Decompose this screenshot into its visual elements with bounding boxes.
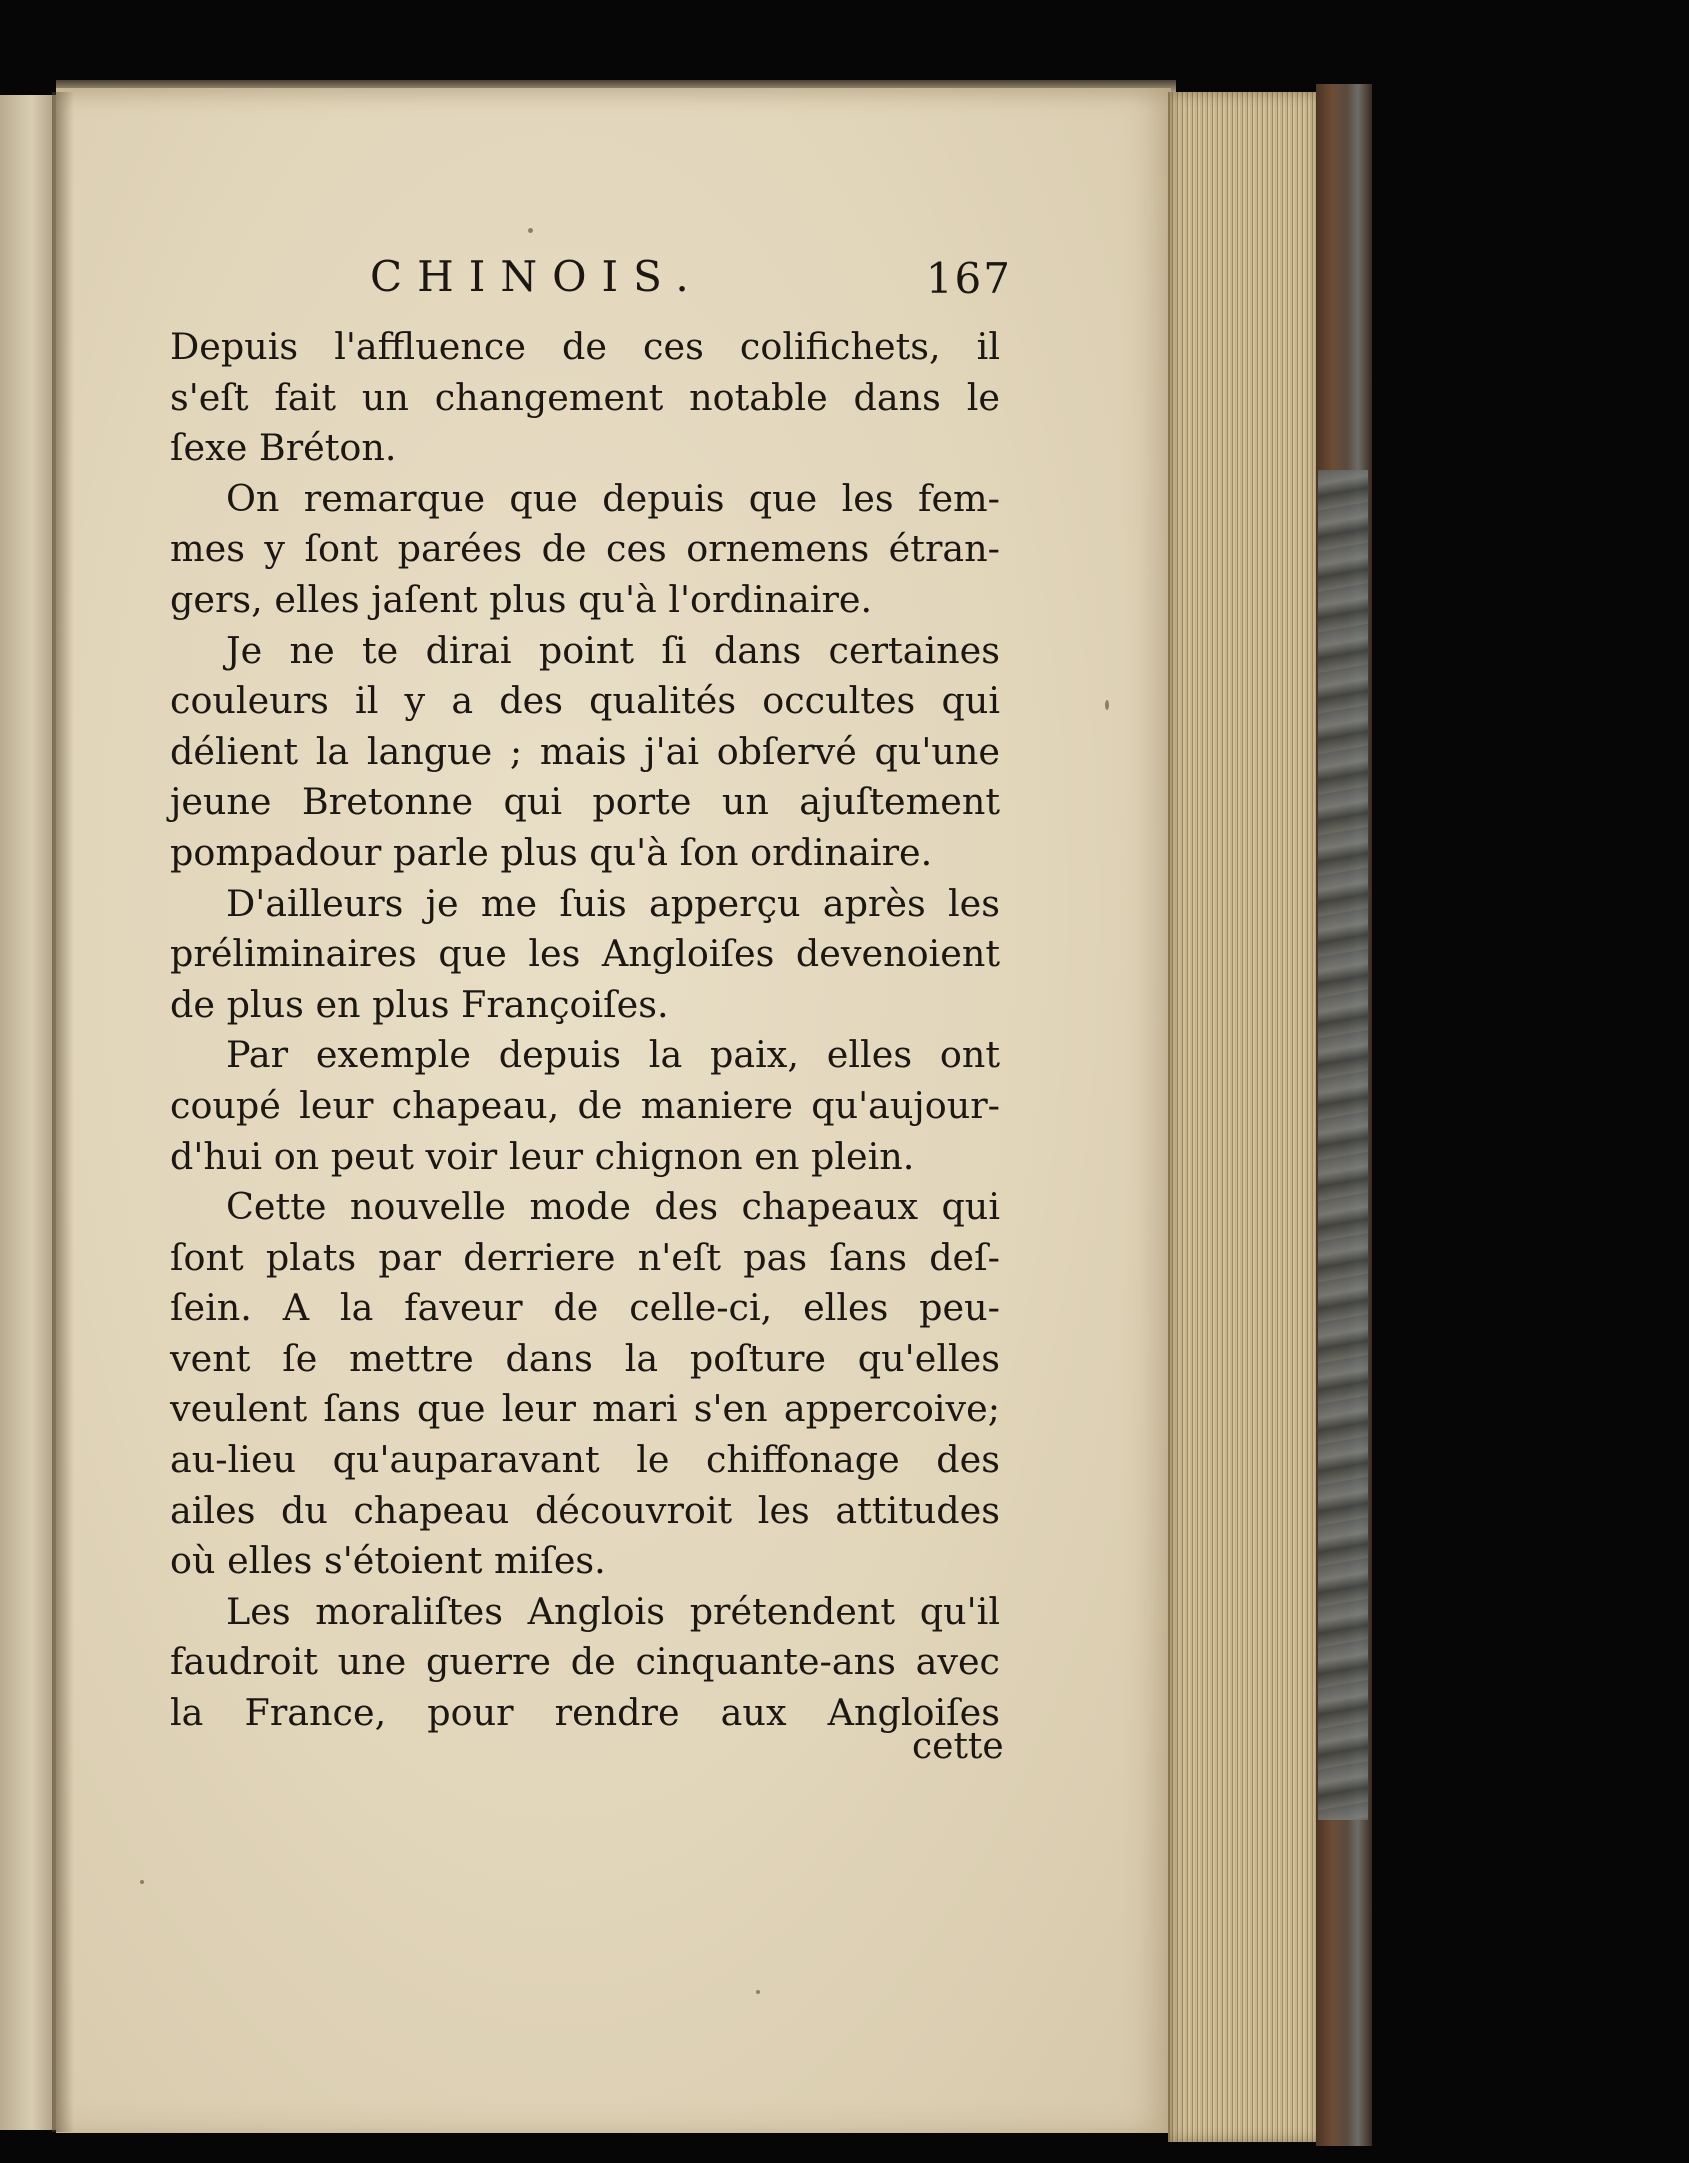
page-block-edges bbox=[1168, 92, 1320, 2142]
text-line: Je ne te dirai point ſi dans certaines bbox=[226, 628, 1000, 672]
text-line: Les moraliſtes Anglois prétendent qu'il bbox=[226, 1589, 1000, 1633]
text-line: ſexe Bréton. bbox=[170, 426, 397, 470]
text-line: au-lieu qu'auparavant le chiffonage des bbox=[170, 1438, 1000, 1482]
previous-page-edge bbox=[0, 95, 60, 2130]
paper-speck bbox=[1105, 700, 1109, 710]
text-line: gers, elles jaſent plus qu'à l'ordinaire. bbox=[170, 577, 873, 621]
catchword: cette bbox=[912, 1726, 1004, 1767]
text-line: ſont plats par derriere n'eſt pas ſans deſ- bbox=[170, 1235, 1000, 1279]
text-line: pompadour parle plus qu'à ſon ordinaire. bbox=[170, 830, 933, 874]
text-line: délient la langue ; mais j'ai obſervé qu'une bbox=[170, 729, 1000, 773]
running-head bbox=[170, 252, 1012, 312]
text-line: Par exemple depuis la paix, elles ont bbox=[226, 1033, 1000, 1077]
text-line: couleurs il y a des qualités occultes qui bbox=[170, 679, 1000, 723]
text-line: jeune Bretonne qui porte un ajuſtement bbox=[170, 780, 1000, 824]
page-body-text bbox=[170, 322, 1000, 1739]
text-line: où elles s'étoient miſes. bbox=[170, 1539, 606, 1583]
text-line: coupé leur chapeau, de maniere qu'aujour- bbox=[170, 1083, 1000, 1127]
text-line: faudroit une guerre de cinquante-ans avec bbox=[170, 1640, 1000, 1684]
marbled-cover bbox=[1318, 470, 1368, 1820]
paper-speck bbox=[756, 1990, 760, 1994]
text-line: ſein. A la faveur de celle-ci, elles peu- bbox=[170, 1286, 1000, 1330]
paper-speck bbox=[528, 228, 533, 233]
page-number: 167 bbox=[925, 254, 1012, 303]
gutter-shadow bbox=[52, 92, 74, 2132]
text-line: veulent ſans que leur mari s'en appercoive; bbox=[170, 1387, 1000, 1431]
text-line: ailes du chapeau découvroit les attitudes bbox=[170, 1488, 1000, 1532]
text-line: D'ailleurs je me ſuis apperçu après les bbox=[226, 881, 1000, 925]
running-title: CHINOIS. bbox=[370, 252, 704, 301]
text-line: préliminaires que les Angloiſes devenoient bbox=[170, 932, 1000, 976]
text-line: s'eſt fait un changement notable dans le bbox=[170, 375, 1000, 419]
text-line: On remarque que depuis que les fem- bbox=[226, 476, 1000, 520]
paper-speck bbox=[140, 1880, 144, 1884]
text-line: Depuis l'affluence de ces colifichets, il bbox=[170, 325, 1000, 368]
text-line: vent ſe mettre dans la poſture qu'elles bbox=[170, 1336, 1000, 1380]
text-line: d'hui on peut voir leur chignon en plein. bbox=[170, 1134, 915, 1178]
text-line: Cette nouvelle mode des chapeaux qui bbox=[226, 1185, 1000, 1229]
text-line: mes y ſont parées de ces ornemens étran- bbox=[170, 527, 1000, 571]
text-line: la France, pour rendre aux Angloiſes bbox=[170, 1691, 1000, 1735]
text-line: de plus en plus Françoiſes. bbox=[170, 982, 669, 1026]
